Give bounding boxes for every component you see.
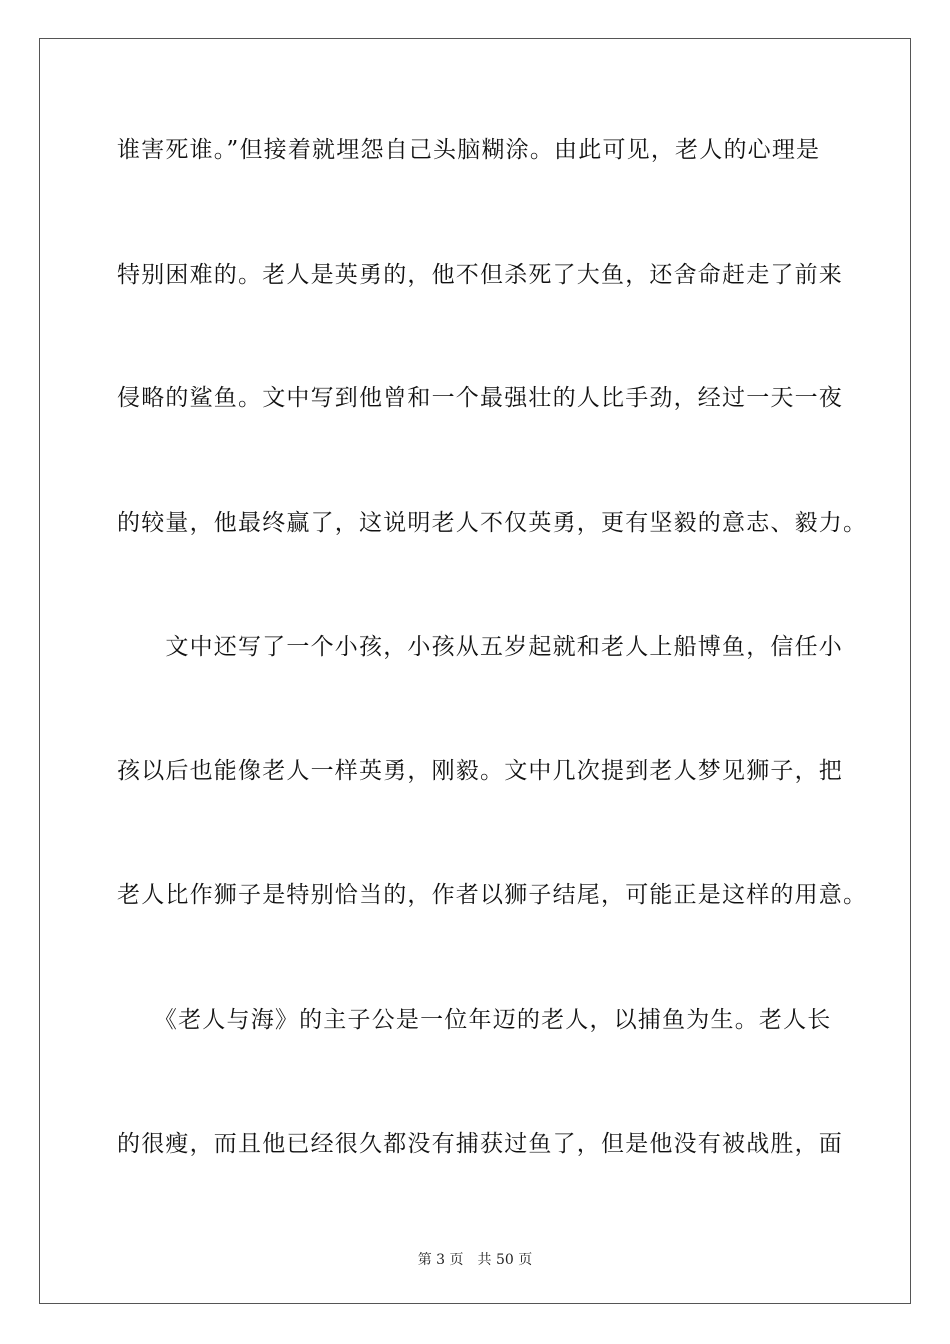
text-line-5: 文中还写了一个小孩，小孩从五岁起就和老人上船博鱼，信任小	[117, 634, 843, 660]
text-line-8: 《老人与海》的主子公是一位年迈的老人，以捕鱼为生。老人长	[117, 1007, 832, 1033]
text-line-9: 的很瘦，而且他已经很久都没有捕获过鱼了，但是他没有被战胜，面	[117, 1131, 843, 1157]
page-number-footer: 第 3 页 共 50 页	[417, 1252, 533, 1268]
text-line-6: 孩以后也能像老人一样英勇，刚毅。文中几次提到老人梦见狮子，把	[117, 758, 843, 784]
text-line-7: 老人比作狮子是特别恰当的，作者以狮子结尾，可能正是这样的用意。	[117, 882, 868, 908]
text-line-3: 侵略的鲨鱼。文中写到他曾和一个最强壮的人比手劲，经过一天一夜	[117, 385, 843, 411]
text-line-2: 特别困难的。老人是英勇的，他不但杀死了大鱼，还舍命赶走了前来	[117, 262, 843, 288]
page-border	[39, 38, 911, 1304]
text-line-1: 谁害死谁。”但接着就埋怨自己头脑糊涂。由此可见，老人的心理是	[117, 137, 821, 163]
text-line-4: 的较量，他最终赢了，这说明老人不仅英勇，更有坚毅的意志、毅力。	[117, 510, 868, 536]
